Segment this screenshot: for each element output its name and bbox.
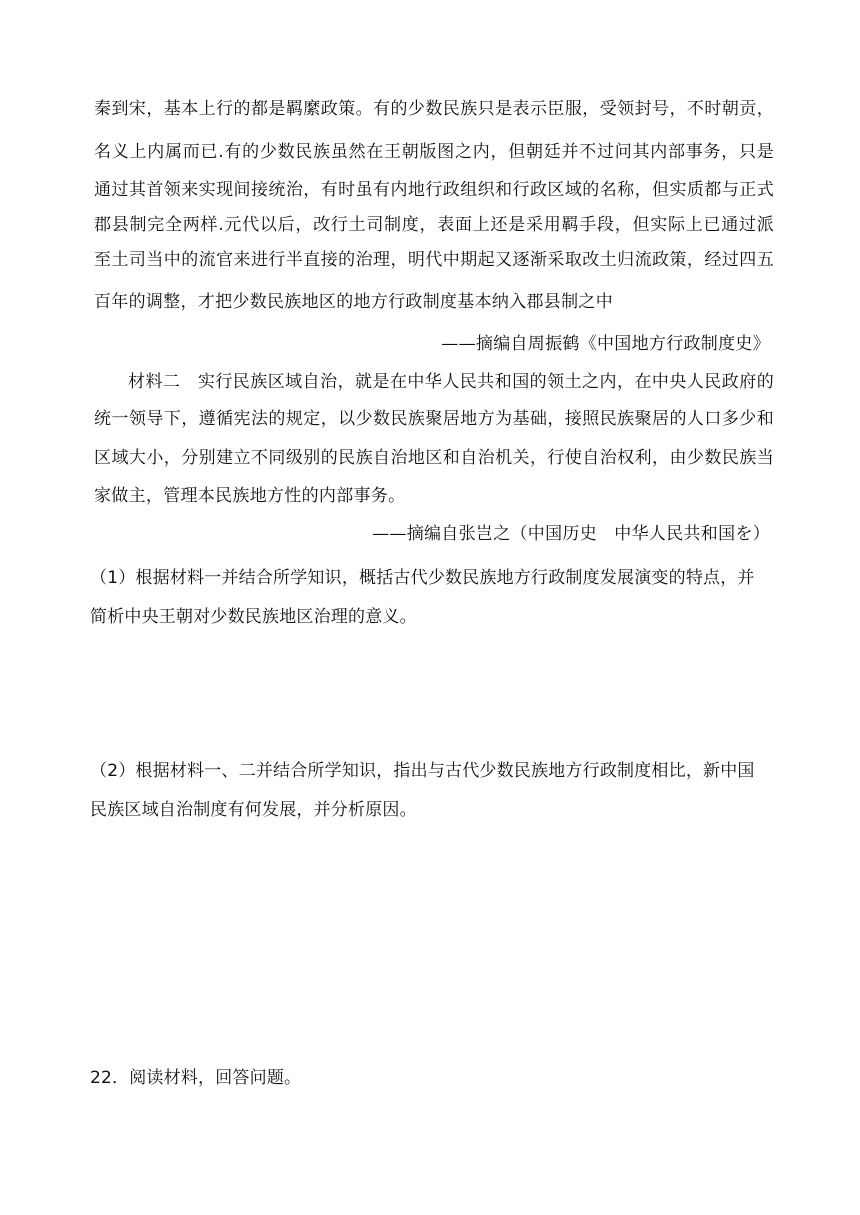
material1-source: ——摘编自周振鹤《中国地方行政制度史》 — [441, 334, 770, 354]
material1-line-5: 至土司当中的流官来进行半直接的治理，明代中期起又逐渐采取改土归流政策，经过四五 — [94, 250, 774, 270]
question2-line-1: （2）根据材料一、二并结合所学知识，指出与古代少数民族地方行政制度相比，新中国 — [90, 761, 755, 781]
question2-line-2: 民族区域自治制度有何发展，并分析原因。 — [90, 800, 417, 820]
material1-line-6: 百年的调整，才把少数民族地区的地方行政制度基本纳入郡县制之中 — [94, 292, 613, 312]
question1-line-1: （1）根据材料一并结合所学知识，概括古代少数民族地方行政制度发展演变的特点，并 — [90, 568, 755, 588]
material2-line-3: 区域大小，分别建立不同级别的民族自治地区和自治机关，行使自治权利，由少数民族当 — [94, 448, 774, 468]
question-22-heading: 22．阅读材料，回答问题。 — [90, 1068, 302, 1088]
material2-line-2: 统一领导下，遵循宪法的规定，以少数民族聚居地方为基础，接照民族聚居的人口多少和 — [94, 409, 774, 429]
material2-line-4: 家做主，管理本民族地方性的内部事务。 — [94, 486, 406, 506]
material2-line-1: 材料二 实行民族区域自治，就是在中华人民共和国的领土之内，在中央人民政府的 — [128, 372, 774, 392]
material1-line-2: 名义上内属而已.有的少数民族虽然在王朝版图之内，但朝廷并不过问其内部事务，只是 — [94, 142, 774, 162]
material1-line-1: 秦到宋，基本上行的都是羁縻政策。有的少数民族只是表示臣服，受领封号，不时朝贡， — [94, 99, 774, 119]
material1-line-3: 通过其首领来实现间接统治，有时虽有内地行政组织和行政区域的名称，但实质都与正式 — [94, 180, 774, 200]
material2-source: ——摘编自张岂之（中国历史 中华人民共和国を） — [372, 524, 770, 544]
question1-line-2: 简析中央王朝对少数民族地区治理的意义。 — [90, 607, 417, 627]
material1-line-4: 郡县制完全两样.元代以后，改行土司制度，表面上还是采用羁手段，但实际上已通过派 — [94, 215, 774, 235]
